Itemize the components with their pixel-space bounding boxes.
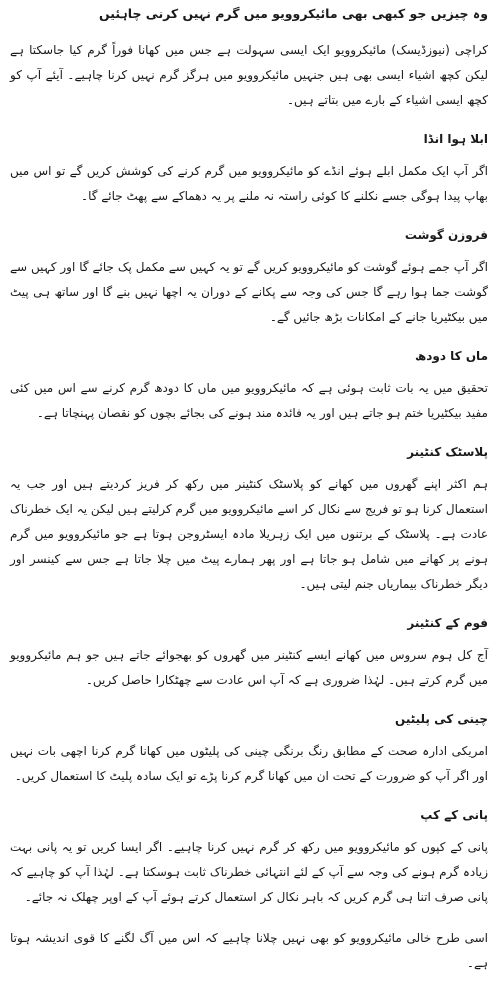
section-heading-china-plates: چینی کی پلیٹیں — [395, 712, 488, 726]
section-heading-boiled-egg: ابلا ہوا انڈا — [423, 132, 488, 146]
section-body-breast-milk: تحقیق میں یہ بات ثابت ہوئی ہے کہ مائیکروویو میں ماں کا دودھ گرم کرنے سے اس میں کئی مفید بیکٹیریا ختم ہو جاتے ہیں اور یہ فائدہ مند ہونے کی بجائے بچوں کو نقصان پہنچاتا ہے۔ — [10, 381, 488, 420]
section-body-china-plates: امریکی ادارہ صحت کے مطابق رنگ برنگی چینی کی پلیٹوں میں کھانا گرم کرنا اچھی بات نہیں اور اگر آپ کو ضرورت کے تحت ان میں کھانا گرم کرنا پڑے تو ایک سادہ پلیٹ کا استعمال کریں۔ — [10, 744, 488, 783]
intro-paragraph: کراچی (نیوزڈیسک) مائیکروویو ایک ایسی سہولت ہے جس میں کھانا فوراً گرم کیا جاسکتا ہے لیکن کچھ اشیاء ایسی بھی ہیں جنہیں مائیکروویو میں ہرگز گرم نہیں کرنا چاہیے۔ آیئے آپ کو کچھ ایسی اشیاء کے بارے میں بتاتے ہیں۔ — [10, 43, 488, 107]
section-heading-foam-container: فوم کے کنٹینر — [407, 616, 488, 630]
article-title: وہ چیزیں جو کبھی بھی مائیکروویو میں گرم نہیں کرنی چاہئیں — [98, 6, 488, 21]
section-heading-plastic-container: پلاسٹک کنٹینر — [407, 445, 488, 459]
section-body-plastic-container: ہم اکثر اپنے گھروں میں کھانے کو پلاسٹک کنٹینر میں رکھ کر فریز کردیتے ہیں اور جب یہ استعمال کرنا ہو تو فریج سے نکال کر اسے مائیکروویو میں گرم کرلیتے ہیں لیکن یہ ایک خطرناک عادت ہے۔ پلاسٹک کے برتنوں میں ایک زہریلا مادہ ایسٹروجن ہوتا ہے جو مائیکروویو میں گرم ہونے پر کھانے میں شامل ہو جاتا ہے اور پھر ہمارے پیٹ میں چلا جاتا ہے جس سے کینسر اور دیگر خطرناک بیماریاں جنم لیتی ہیں۔ — [10, 477, 488, 591]
closing-paragraph: اسی طرح خالی مائیکروویو کو بھی نہیں چلانا چاہیے کہ اس میں آگ لگنے کا قوی اندیشہ ہوتا ہے۔ — [10, 931, 488, 970]
section-body-frozen-meat: اگر آپ جمے ہوئے گوشت کو مائیکروویو کریں گے تو یہ کہیں سے مکمل پک جائے گا اور کہیں سے گوشت جما ہوا رہے گا جس کی وجہ سے پکانے کے دوران یہ اچھا نہیں بنے گا اور ساتھ ہی پیٹ میں بیکٹیریا جانے کے امکانات بڑھ جائیں گے۔ — [10, 260, 488, 324]
section-body-foam-container: آج کل ہوم سروس میں کھانے ایسے کنٹینر میں گھروں کو بھجوائے جاتے ہیں جو ہم مائیکروویو میں گرم کرتے ہیں۔ لہٰذا ضروری ہے کہ آپ اس عادت سے چھٹکارا حاصل کریں۔ — [10, 648, 488, 687]
section-heading-frozen-meat: فروزن گوشت — [404, 228, 488, 242]
section-heading-water-cup: پانی کے کپ — [420, 808, 488, 822]
section-heading-breast-milk: ماں کا دودھ — [414, 349, 488, 363]
section-body-water-cup: پانی کے کپوں کو مائیکروویو میں رکھ کر گرم نہیں کرنا چاہیے۔ اگر ایسا کریں تو یہ پانی بہت زیادہ گرم ہونے کی وجہ سے آپ کے لئے انتہائی خطرناک ثابت ہوسکتا ہے۔ لہٰذا آپ کو چاہیے کہ پانی صرف اتنا ہی گرم کریں کہ باہر نکال کر استعمال کرتے ہوئے آپ کے اوپر چھلک نہ جائے۔ — [10, 840, 488, 904]
section-body-boiled-egg: اگر آپ ایک مکمل ابلے ہوئے انڈے کو مائیکروویو میں گرم کرنے کی کوشش کریں گے تو اس میں بھاپ پیدا ہوگی جسے نکلنے کا کوئی راستہ نہ ملنے پر یہ دھماکے سے پھٹ جائے گا۔ — [10, 164, 488, 203]
